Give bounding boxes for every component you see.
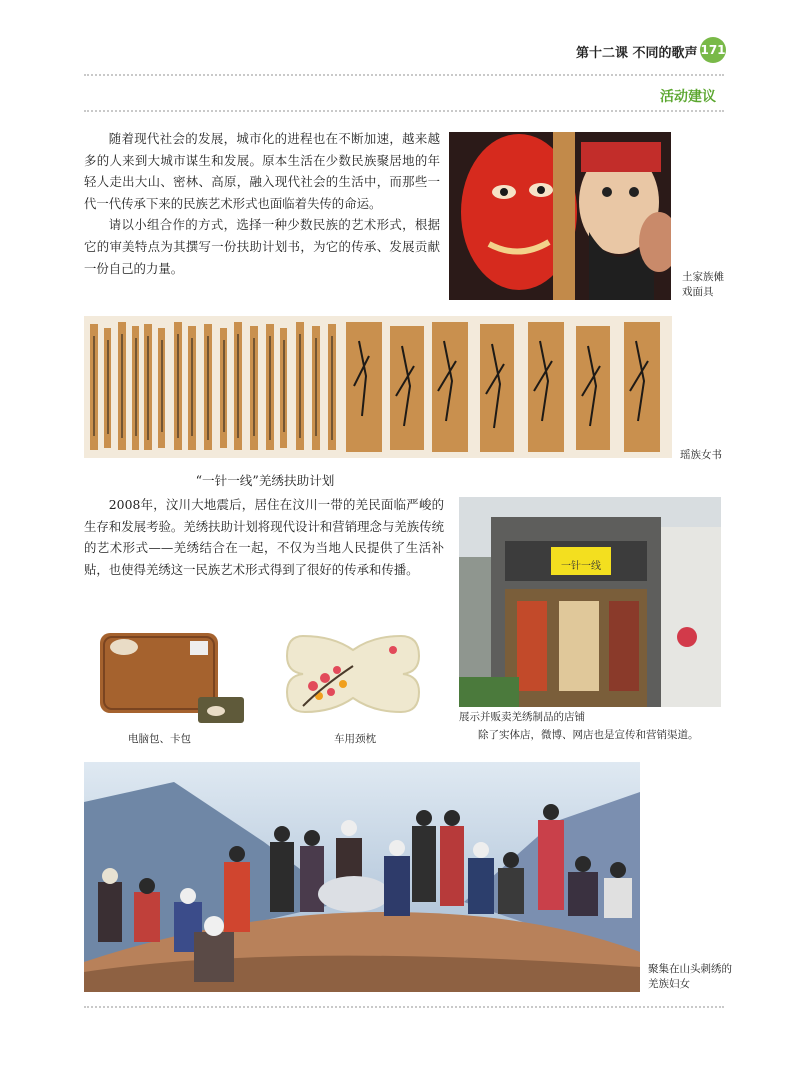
lesson-title: 第十二课 不同的歌声 <box>576 46 698 61</box>
bags-caption: 电脑包、卡包 <box>128 733 191 745</box>
qiang-women-photo <box>84 762 640 992</box>
shop-caption: 展示并贩卖羌绣制品的店铺 <box>459 711 585 723</box>
shop-note: 除了实体店，微博、网店也是宣传和营销渠道。 <box>478 729 699 741</box>
nuo-mask-photo <box>449 132 671 300</box>
page-number-badge: 171 <box>700 37 726 63</box>
shop-sign-text: 一针一线 <box>561 561 601 572</box>
intro-text <box>84 128 440 279</box>
case-title: “一针一线”羌绣扶助计划 <box>195 473 335 488</box>
section-divider <box>84 110 724 112</box>
neck-pillow-photo <box>283 626 423 722</box>
intro-paragraph-2: 请以小组合作的方式，选择一种少数民族的艺术形式，根据它的审美特点为其撰写一份扶助计划书，为它的传承、发展贡献一份自己的力量。 <box>84 217 440 276</box>
case-body: 2008年，汶川大地震后，居住在汶川一带的羌民面临严峻的生存和发展考验。羌绣扶助计划将现代设计和营销理念与羌族传统的艺术形式——羌绣结合在一起，不仅为当地人民提供了生活补贴，也使得羌绣这一民族艺术形式得到了很好的传承和传播。 <box>84 497 444 577</box>
nushu-calligraphy-photo <box>84 316 672 458</box>
shop-photo <box>459 497 721 707</box>
intro-paragraph-1: 随着现代社会的发展，城市化的进程也在不断加速，越来越多的人来到大城市谋生和发展。原本生活在少数民族聚居地的年轻人走出大山、密林、高原，融入现代社会的生活中，而那些一代一代传承下来的民族艺术形式也面临着失传的命运。 <box>84 131 440 211</box>
footer-divider <box>84 1006 724 1008</box>
pillow-caption: 车用颈枕 <box>334 733 376 745</box>
nuo-mask-caption: 土家族傩戏面具 <box>682 271 724 298</box>
bags-photo <box>94 625 254 725</box>
nushu-caption: 瑶族女书 <box>680 449 722 461</box>
section-tag: 活动建议 <box>660 89 716 105</box>
women-caption: 聚集在山头刺绣的羌族妇女 <box>648 963 732 990</box>
header-divider <box>84 74 724 76</box>
